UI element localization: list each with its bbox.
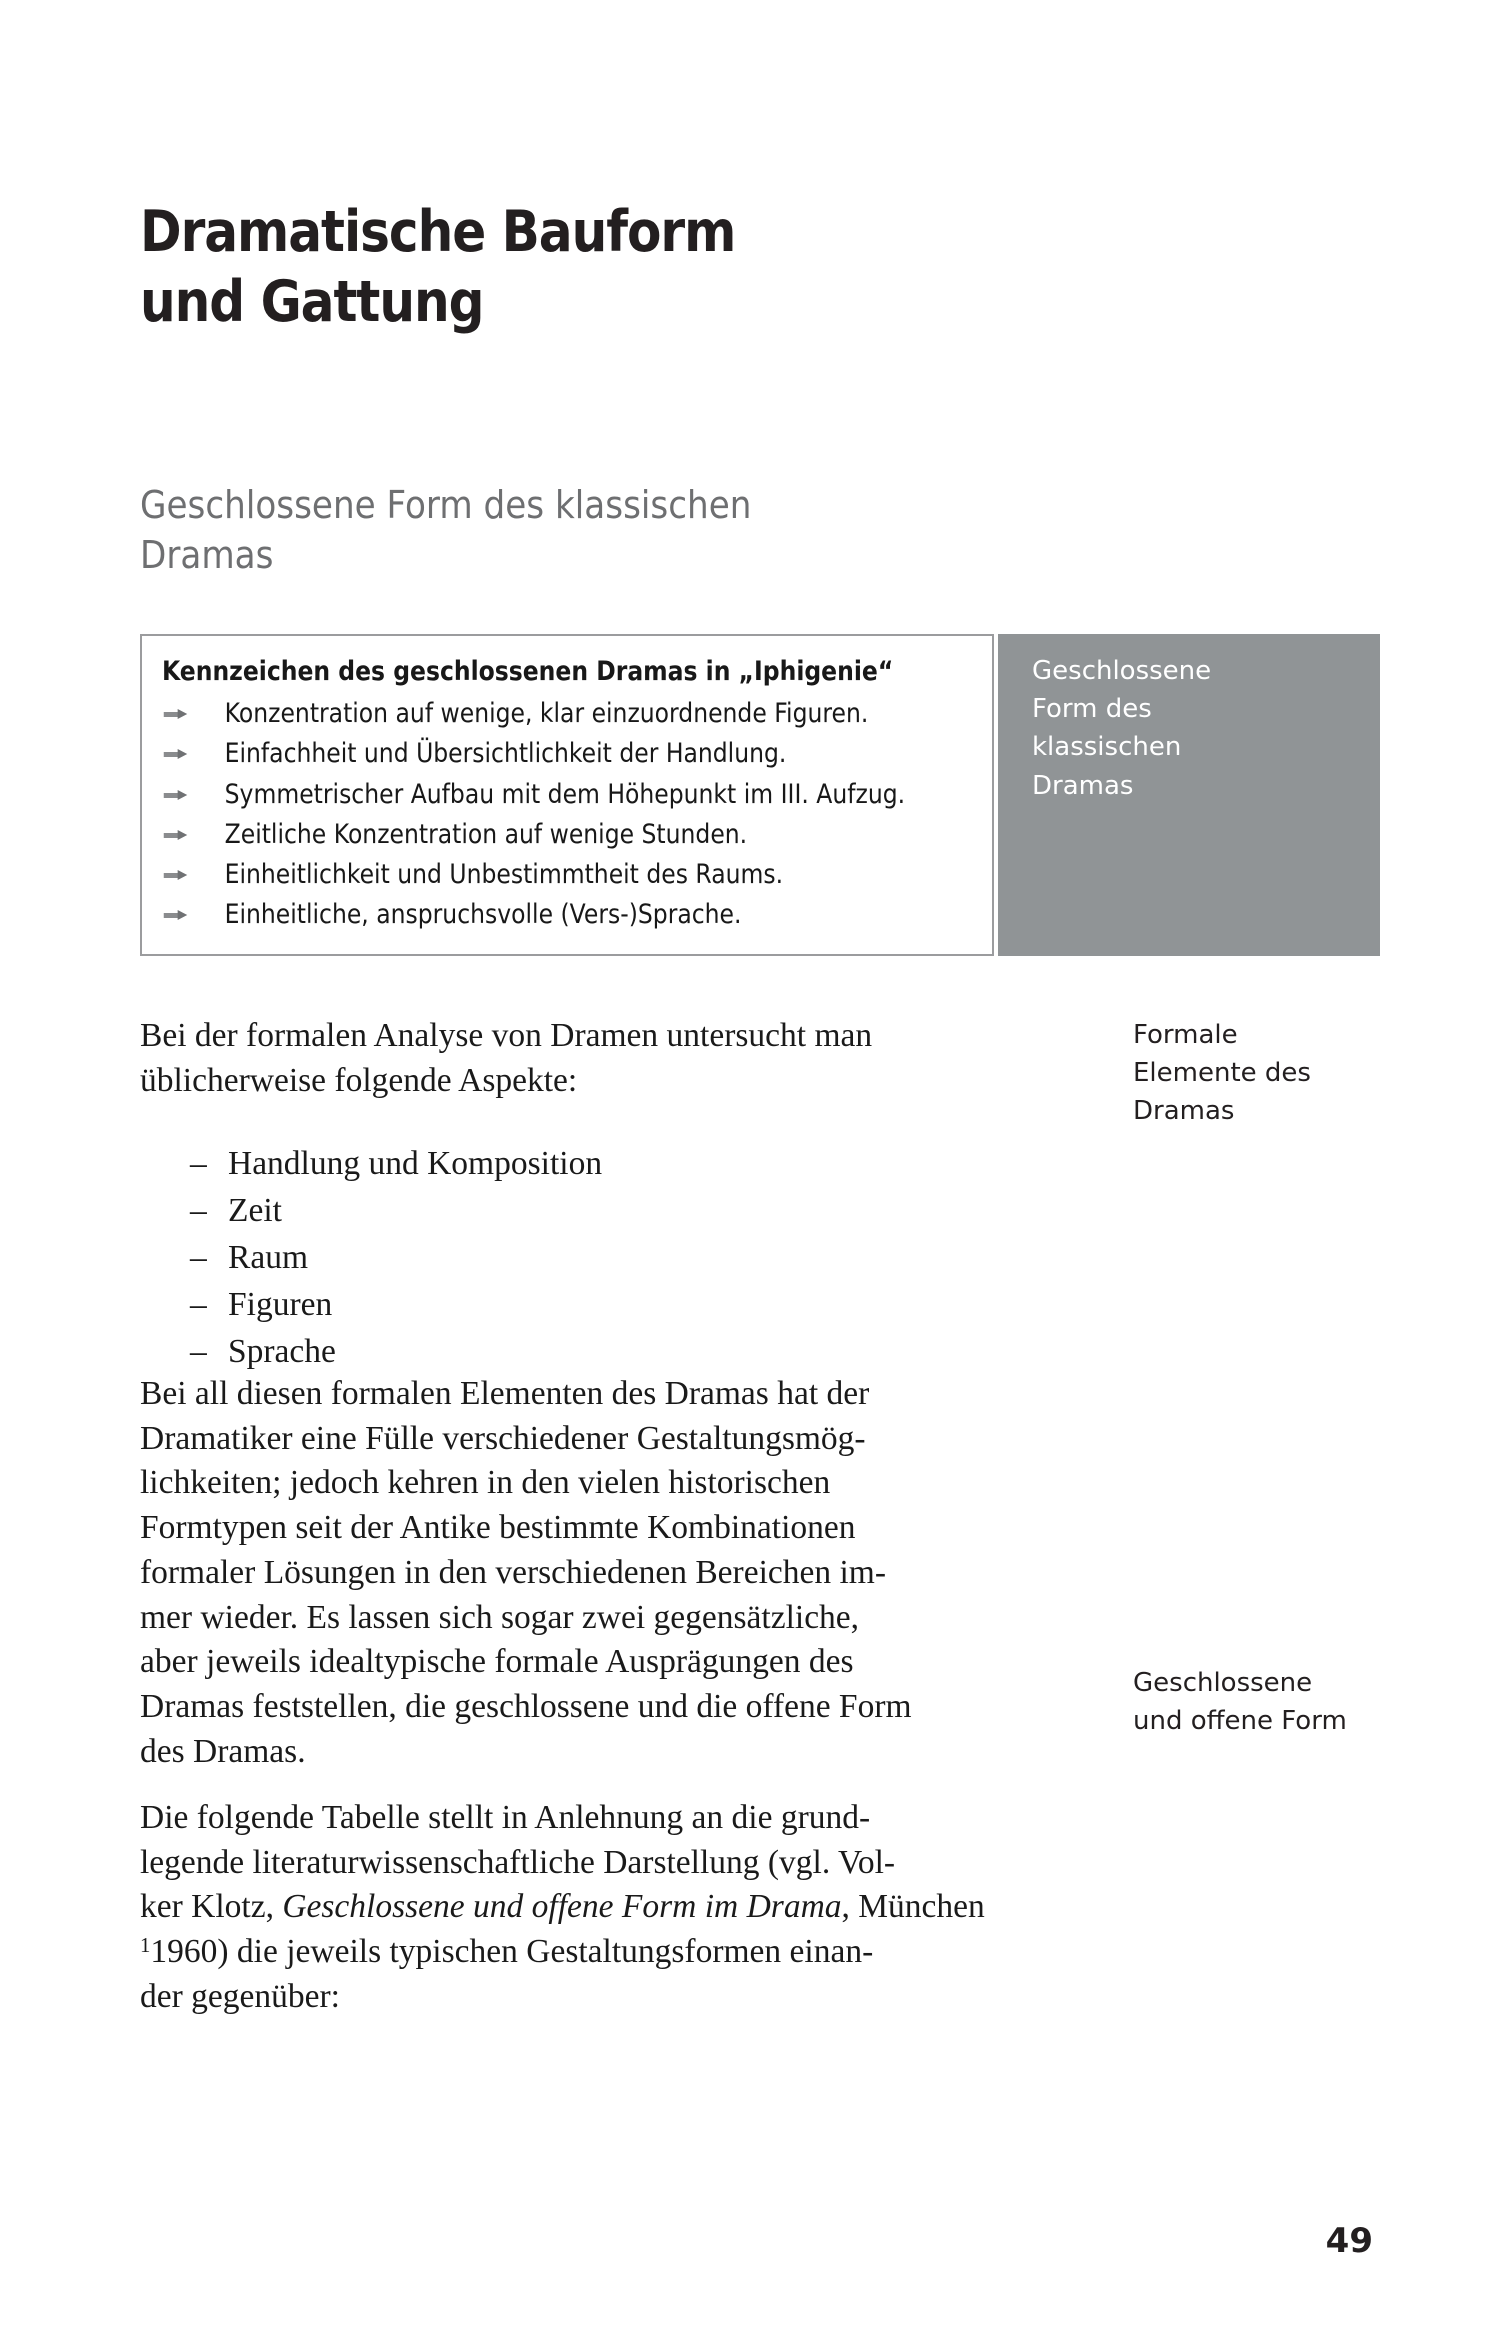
list-item-label: Konzentration auf wenige, klar einzuordnende Figuren.	[224, 698, 869, 730]
paragraph-line: Formtypen seit der Antike bestimmte Kombinationen	[140, 1509, 856, 1547]
list-item-label: Zeit	[228, 1192, 282, 1230]
margin-label-line: Dramas	[1032, 770, 1134, 801]
intro-paragraph	[140, 1014, 1065, 1103]
paragraph-line-with-superscript	[140, 1930, 1065, 1975]
list-item	[162, 694, 1012, 734]
list-item-label: Symmetrischer Aufbau mit dem Höhepunkt im III. Aufzug.	[224, 778, 906, 810]
aspect-list	[140, 1140, 602, 1375]
arrow-right-icon	[164, 749, 190, 760]
side-note-line: Dramas	[1133, 1096, 1235, 1127]
side-note-line: Formale	[1133, 1020, 1238, 1050]
side-note-line: Geschlossene	[1133, 1668, 1313, 1698]
feature-box	[140, 634, 994, 956]
section-subtitle-line-2: Dramas	[140, 533, 274, 578]
citation-place: , München	[841, 1888, 985, 1926]
arrow-right-icon	[164, 870, 190, 881]
paragraph	[140, 1796, 1065, 2020]
page-title	[140, 198, 1020, 337]
paragraph-line: mer wieder. Es lassen sich sogar zwei gegensätzliche,	[140, 1598, 860, 1636]
paragraph	[140, 1014, 1065, 1103]
arrow-right-icon	[164, 830, 190, 841]
arrow-right-icon	[164, 790, 190, 801]
section-subtitle-line-1: Geschlossene Form des klassischen	[140, 482, 752, 527]
side-note-line: Elemente des	[1133, 1058, 1311, 1089]
paragraph-line: Bei der formalen Analyse von Dramen untersucht man	[140, 1017, 873, 1054]
dash-bullet: –	[190, 1192, 207, 1230]
paragraph-line: legende literaturwissenschaftliche Darstellung (vgl. Vol-	[140, 1843, 896, 1881]
page-title-line-1: Dramatische Bauform	[140, 199, 736, 266]
edition-superscript: 1	[140, 1934, 151, 1958]
side-note-geschlossene-offene-form	[1133, 1664, 1433, 1740]
page-number: 49	[1325, 2221, 1373, 2261]
list-item-label: Einheitlichkeit und Unbestimmtheit des Raums.	[224, 858, 784, 890]
feature-box-heading: Kennzeichen des geschlossenen Dramas in „Iphigenie“	[162, 656, 894, 687]
paragraph	[140, 1372, 1065, 1774]
margin-label-line: klassischen	[1032, 732, 1182, 763]
feature-box-wrapper	[140, 634, 1380, 956]
paragraph-line: formaler Lösungen in den verschiedenen Bereichen im-	[140, 1553, 887, 1591]
list-item	[140, 1328, 602, 1375]
list-item-label: Zeitliche Konzentration auf wenige Stunden.	[224, 818, 748, 850]
list-item	[162, 855, 1012, 895]
list-item	[162, 775, 1012, 815]
paragraph-line: aber jeweils idealtypische formale Ausprägungen des	[140, 1643, 854, 1681]
list-item	[162, 815, 1012, 855]
dash-bullet: –	[190, 1333, 207, 1371]
dash-bullet: –	[190, 1286, 207, 1324]
arrow-right-icon	[164, 709, 190, 720]
list-item	[140, 1187, 602, 1234]
list-item-label: Figuren	[228, 1286, 333, 1324]
feature-box-margin-label	[998, 634, 1380, 956]
paragraph-line: Die folgende Tabelle stellt in Anlehnung an die grund-	[140, 1799, 871, 1836]
table-reference-paragraph	[140, 1796, 1065, 2020]
list-item-label: Sprache	[228, 1333, 336, 1371]
side-note-formale-elemente	[1133, 1016, 1433, 1131]
list-item-label: Einheitliche, anspruchsvolle (Vers-)Sprache.	[224, 899, 742, 931]
paragraph-line-with-citation	[140, 1885, 1065, 1930]
section-subtitle	[140, 480, 1085, 582]
paragraph-line: üblicherweise folgende Aspekte:	[140, 1061, 578, 1099]
dash-bullet: –	[190, 1239, 207, 1277]
feature-box-list	[162, 694, 1012, 935]
feature-box-margin-label-text	[1032, 652, 1364, 805]
paragraph-line: Dramatiker eine Fülle verschiedener Gestaltungsmög-	[140, 1419, 866, 1457]
citation-book-title: Geschlossene und offene Form im Drama	[282, 1888, 842, 1926]
arrow-right-icon	[164, 910, 190, 921]
main-paragraph	[140, 1372, 1065, 1774]
list-item-label: Einfachheit und Übersichtlichkeit der Handlung.	[224, 738, 787, 770]
list-item	[140, 1281, 602, 1328]
paragraph-line-text: 1960) die jeweils typischen Gestaltungsformen einan-	[150, 1933, 874, 1971]
list-item	[162, 895, 1012, 935]
paragraph-line: Bei all diesen formalen Elementen des Dramas hat der	[140, 1375, 870, 1412]
dash-bullet: –	[190, 1145, 207, 1182]
list-item	[140, 1140, 602, 1187]
list-item	[162, 734, 1012, 774]
paragraph-line: des Dramas.	[140, 1732, 306, 1770]
paragraph-line: lichkeiten; jedoch kehren in den vielen historischen	[140, 1464, 831, 1502]
margin-label-line: Geschlossene	[1032, 656, 1212, 686]
list-item-label: Handlung und Komposition	[228, 1145, 603, 1182]
citation-author: ker Klotz,	[140, 1888, 283, 1926]
feature-box-content	[142, 636, 1012, 935]
paragraph-line: Dramas feststellen, die geschlossene und die offene Form	[140, 1688, 912, 1726]
side-note-line: und offene Form	[1133, 1706, 1347, 1737]
list-item-label: Raum	[228, 1239, 309, 1277]
margin-label-line: Form des	[1032, 694, 1152, 725]
page-title-line-2: und Gattung	[140, 268, 484, 335]
paragraph-line: der gegenüber:	[140, 1977, 340, 2015]
list-item	[140, 1234, 602, 1281]
